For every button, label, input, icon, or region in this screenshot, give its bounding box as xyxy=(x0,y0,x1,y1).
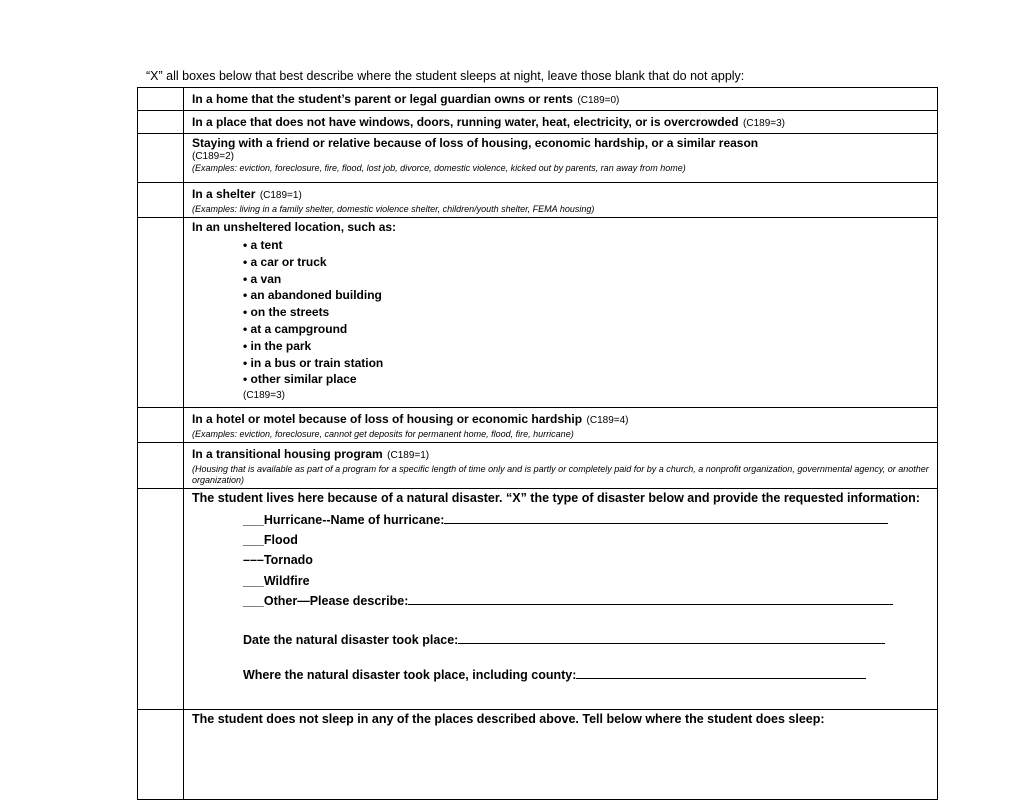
option-none-label: The student does not sleep in any of the places described above. Tell below where the student does sleep: xyxy=(192,712,825,726)
disaster-hurricane xyxy=(243,510,930,530)
list-item: • other similar place xyxy=(243,371,930,388)
row-none xyxy=(138,710,938,800)
option-home xyxy=(184,88,938,111)
option-transitional-examples: (Housing that is available as part of a program for a specific length of time only and is partly or completely paid for by a church, a nonprofit organization, governmental agency, or another organization) xyxy=(192,464,929,485)
option-disaster xyxy=(184,489,938,710)
checkbox-hotel[interactable] xyxy=(138,408,184,443)
option-shelter xyxy=(184,183,938,218)
option-home-label: In a home that the student’s parent or legal guardian owns or rents xyxy=(192,92,573,106)
row-hotel xyxy=(138,408,938,443)
disaster-location xyxy=(243,666,930,682)
option-unsheltered xyxy=(184,218,938,408)
option-hotel-label: In a hotel or motel because of loss of housing or economic hardship xyxy=(192,412,583,426)
option-hotel-code: (C189=4) xyxy=(586,415,629,426)
row-substandard xyxy=(138,111,938,134)
disaster-other xyxy=(243,591,930,611)
row-transitional xyxy=(138,443,938,489)
row-home xyxy=(138,88,938,111)
row-doubled-up xyxy=(138,134,938,183)
option-hotel-examples: (Examples: eviction, foreclosure, cannot get deposits for permanent home, flood, fire, hurricane) xyxy=(192,429,574,439)
disaster-type-list xyxy=(243,510,930,611)
disaster-wildfire[interactable]: ___Wildfire xyxy=(243,573,310,588)
option-doubled-up-examples: (Examples: eviction, foreclosure, fire, flood, lost job, divorce, domestic violence, kicked out by parents, ran away from home) xyxy=(192,163,686,173)
checkbox-disaster[interactable] xyxy=(138,489,184,710)
option-doubled-up-label: Staying with a friend or relative because of loss of housing, economic hardship, or a similar reason xyxy=(192,136,759,150)
row-unsheltered xyxy=(138,218,938,408)
list-item: • an abandoned building xyxy=(243,287,930,304)
checkbox-unsheltered[interactable] xyxy=(138,218,184,408)
checkbox-home[interactable] xyxy=(138,88,184,111)
disaster-date xyxy=(243,631,930,647)
checkbox-shelter[interactable] xyxy=(138,183,184,218)
option-substandard-label: In a place that does not have windows, doors, running water, heat, electricity, or is overcrowded xyxy=(192,115,739,129)
option-none xyxy=(184,710,938,800)
disaster-tornado[interactable]: –––Tornado xyxy=(243,553,313,568)
disaster-date-field[interactable] xyxy=(458,631,885,644)
other-description-field[interactable] xyxy=(408,592,893,605)
form-instructions: “X” all boxes below that best describe where the student sleeps at night, leave those blank that do not apply: xyxy=(146,69,745,83)
list-item: • a van xyxy=(243,271,930,288)
disaster-other-label: ___Other—Please describe: xyxy=(243,593,409,608)
checkbox-doubled-up[interactable] xyxy=(138,134,184,183)
option-substandard xyxy=(184,111,938,134)
disaster-flood[interactable]: ___Flood xyxy=(243,533,298,548)
option-disaster-label: The student lives here because of a natural disaster. “X” the type of disaster below and provide the requested information: xyxy=(192,491,920,505)
sleeping-location-table xyxy=(137,87,938,800)
option-transitional xyxy=(184,443,938,489)
option-unsheltered-label: In an unsheltered location, such as: xyxy=(192,220,397,234)
disaster-date-label: Date the natural disaster took place: xyxy=(243,633,459,648)
option-unsheltered-code: (C189=3) xyxy=(243,390,285,402)
option-doubled-up xyxy=(184,134,938,183)
list-item: • on the streets xyxy=(243,304,930,321)
checkbox-transitional[interactable] xyxy=(138,443,184,489)
disaster-hurricane-label: ___Hurricane--Name of hurricane: xyxy=(243,513,445,527)
option-shelter-code: (C189=1) xyxy=(259,190,302,201)
list-item: • in the park xyxy=(243,338,930,355)
option-transitional-label: In a transitional housing program xyxy=(192,447,383,461)
unsheltered-location-list xyxy=(192,237,930,388)
list-item: • in a bus or train station xyxy=(243,355,930,372)
row-disaster xyxy=(138,489,938,710)
option-transitional-code: (C189=1) xyxy=(387,450,430,461)
option-doubled-up-code: (C189=2) xyxy=(192,151,234,162)
option-hotel xyxy=(184,408,938,443)
option-home-code: (C189=0) xyxy=(577,95,620,106)
checkbox-substandard[interactable] xyxy=(138,111,184,134)
row-shelter xyxy=(138,183,938,218)
option-shelter-label: In a shelter xyxy=(192,187,256,201)
list-item: • at a campground xyxy=(243,321,930,338)
checkbox-none[interactable] xyxy=(138,710,184,800)
hurricane-name-field[interactable] xyxy=(444,511,888,524)
list-item: • a car or truck xyxy=(243,254,930,271)
disaster-location-label: Where the natural disaster took place, including county: xyxy=(243,668,577,683)
option-substandard-code: (C189=3) xyxy=(743,118,785,129)
list-item: • a tent xyxy=(243,237,930,254)
disaster-location-field[interactable] xyxy=(576,666,866,679)
option-shelter-examples: (Examples: living in a family shelter, domestic violence shelter, children/youth shelter, FEMA housing) xyxy=(192,204,595,214)
